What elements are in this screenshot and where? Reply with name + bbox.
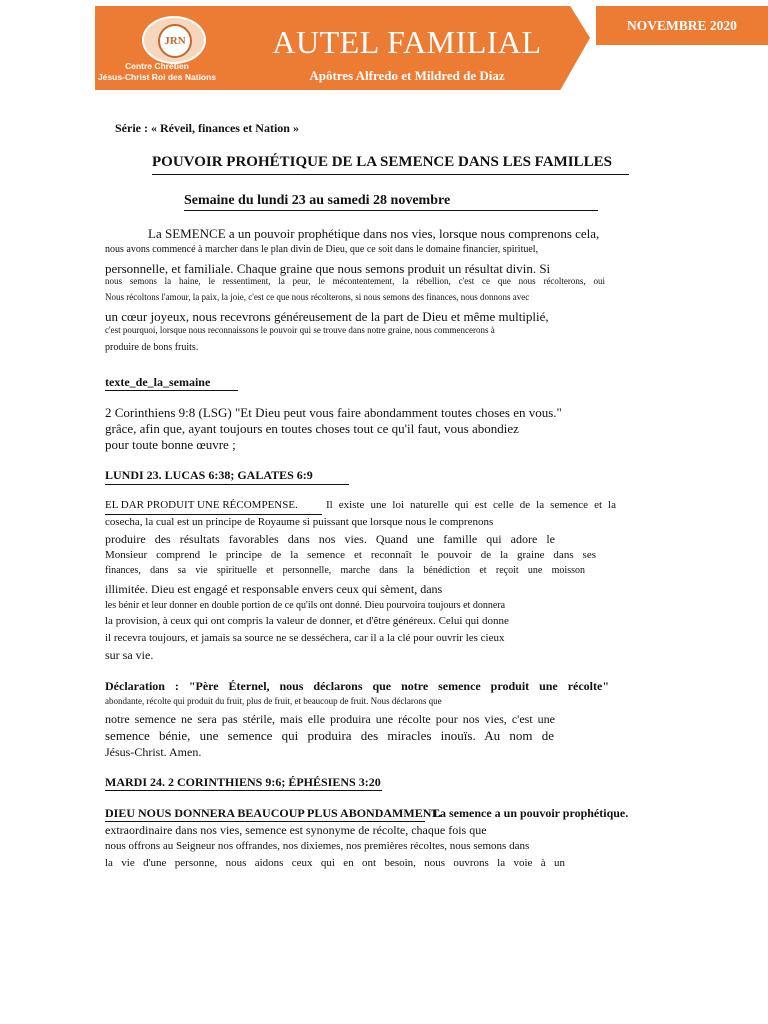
main-title-underline	[152, 174, 629, 175]
intro-line-3: personnelle, et familiale. Chaque graine que nous semons produit un résultat divin. Si	[105, 261, 551, 276]
day2-heading-underline	[105, 790, 382, 791]
day2-line-2: nous offrons au Seigneur nos offrandes, nos dixiemes, nos premières récoltes, nous semons dans	[105, 840, 530, 852]
day1-line-1: Il existe une loi naturelle qui est celle de la semence et la	[326, 499, 616, 511]
org-line-1: Centre Chrétien	[125, 61, 189, 71]
day2-lead-rest: La semence a un pouvoir prophétique.	[432, 806, 629, 820]
declaration-line-4: Jésus-Christ. Amen.	[105, 745, 202, 759]
verse-line-1: 2 Corinthiens 9:8 (LSG) "Et Dieu peut vous faire abondamment toutes choses en vous."	[105, 405, 562, 420]
day1-heading-underline	[105, 484, 349, 485]
day1-line-5: finances, dans sa vie spirituelle et personnelle, marche dans la bénédiction et reçoit une moisson	[105, 565, 585, 576]
intro-line-6: un cœur joyeux, nous recevrons généreusement de la part de Dieu et même multiplié,	[105, 309, 549, 324]
day2-heading: MARDI 24. 2 CORINTHIENS 9:6; ÉPHÉSIENS 3:20	[105, 775, 381, 789]
intro-line-1: La SEMENCE a un pouvoir prophétique dans nos vies, lorsque nous comprenons cela,	[148, 226, 600, 241]
intro-line-5: Nous récoltons l'amour, la paix, la joie, c'est ce que nous récolterons, si nous semons des finances, nous donnons avec	[105, 292, 530, 302]
intro-line-4: nous semons la haine, le ressentiment, la peur, le mécontentement, la rébellion, c'est ce que nous récolterons, oui	[105, 276, 605, 286]
verse-heading: texte_de_la_semaine	[105, 375, 211, 389]
declaration-line-1: abondante, récolte qui produit du fruit, plus de fruit, et beaucoup de fruit. Nous déclarons que	[105, 696, 442, 706]
day2-line-3: la vie d'une personne, nous aidons ceux qui en ont besoin, nous ouvrons la voie à un	[105, 857, 565, 869]
day1-line-3: produire des résultats favorables dans nos vies. Quand une famille qui adore le	[105, 532, 555, 546]
day2-lead-underline	[105, 821, 425, 822]
day2-line-1: extraordinaire dans nos vies, semence est synonyme de récolte, chaque fois que	[105, 823, 487, 837]
day1-line-10: sur sa vie.	[105, 648, 154, 662]
week-label: Semaine du lundi 23 au samedi 28 novembre	[184, 193, 451, 208]
month-badge: NOVEMBRE 2020	[596, 6, 768, 45]
verse-line-2: grâce, afin que, ayant toujours en toutes choses tout ce qu'il faut, vous abondiez	[105, 421, 519, 436]
day1-lead: EL DAR PRODUIT UNE RÉCOMPENSE.	[105, 499, 298, 511]
page-title: AUTEL FAMILIAL	[272, 24, 542, 60]
week-underline	[184, 210, 598, 211]
day1-heading: LUNDI 23. LUCAS 6:38; GALATES 6:9	[105, 468, 313, 482]
declaration-line-3: semence bénie, une semence qui produira des miracles inouïs. Au nom de	[105, 728, 554, 743]
day1-line-8: la provision, à ceux qui ont compris la valeur de donner, et d'être généreux. Celui qui donne	[105, 615, 509, 627]
day1-lead-underline	[105, 514, 322, 515]
declaration-lead: Déclaration : "Père Éternel, nous déclarons que notre semence produit une récolte"	[105, 679, 609, 693]
intro-line-8: produire de bons fruits.	[105, 342, 199, 353]
day1-line-9: il recevra toujours, et jamais sa source ne se desséchera, car il a la clé pour ouvrir les cieux	[105, 632, 505, 644]
day1-line-6: illimitée. Dieu est engagé et responsable envers ceux qui sèment, dans	[105, 582, 443, 596]
verse-heading-underline	[105, 390, 238, 391]
page-subtitle: Apôtres Alfredo et Mildred de Diaz	[309, 68, 505, 83]
main-title: POUVOIR PROHÉTIQUE DE LA SEMENCE DANS LES FAMILLES	[152, 154, 612, 170]
intro-line-7: c'est pourquoi, lorsque nous reconnaissons le pouvoir qui se trouve dans notre graine, nous commencerons à	[105, 325, 495, 335]
org-line-2: Jésus-Christ Roi des Nations	[97, 72, 217, 82]
day1-line-4: Monsieur comprend le principe de la semence et reconnaît le pouvoir de la graine dans ses	[105, 549, 596, 561]
intro-line-2: nous avons commencé à marcher dans le plan divin de Dieu, que ce soit dans le domaine financier, spirituel,	[105, 244, 539, 255]
verse-line-3: pour toute bonne œuvre ;	[105, 437, 236, 452]
organization-name	[85, 61, 229, 83]
logo-mark: JRN	[158, 24, 192, 58]
logo	[142, 16, 206, 64]
declaration-line-2: notre semence ne sera pas stérile, mais elle produira une récolte pour nos vies, c'est une	[105, 712, 555, 726]
series-label: Série : « Réveil, finances et Nation »	[115, 121, 299, 135]
day1-line-7: les bénir et leur donner en double portion de ce qu'ils ont donné. Dieu pourvoira toujours et donnera	[105, 600, 506, 611]
day1-line-2: cosecha, la cual est un principe de Royaume si puissant que lorsque nous le comprenons	[105, 516, 494, 528]
day2-lead: DIEU NOUS DONNERA BEAUCOUP PLUS ABONDAMMENT.	[105, 806, 442, 820]
